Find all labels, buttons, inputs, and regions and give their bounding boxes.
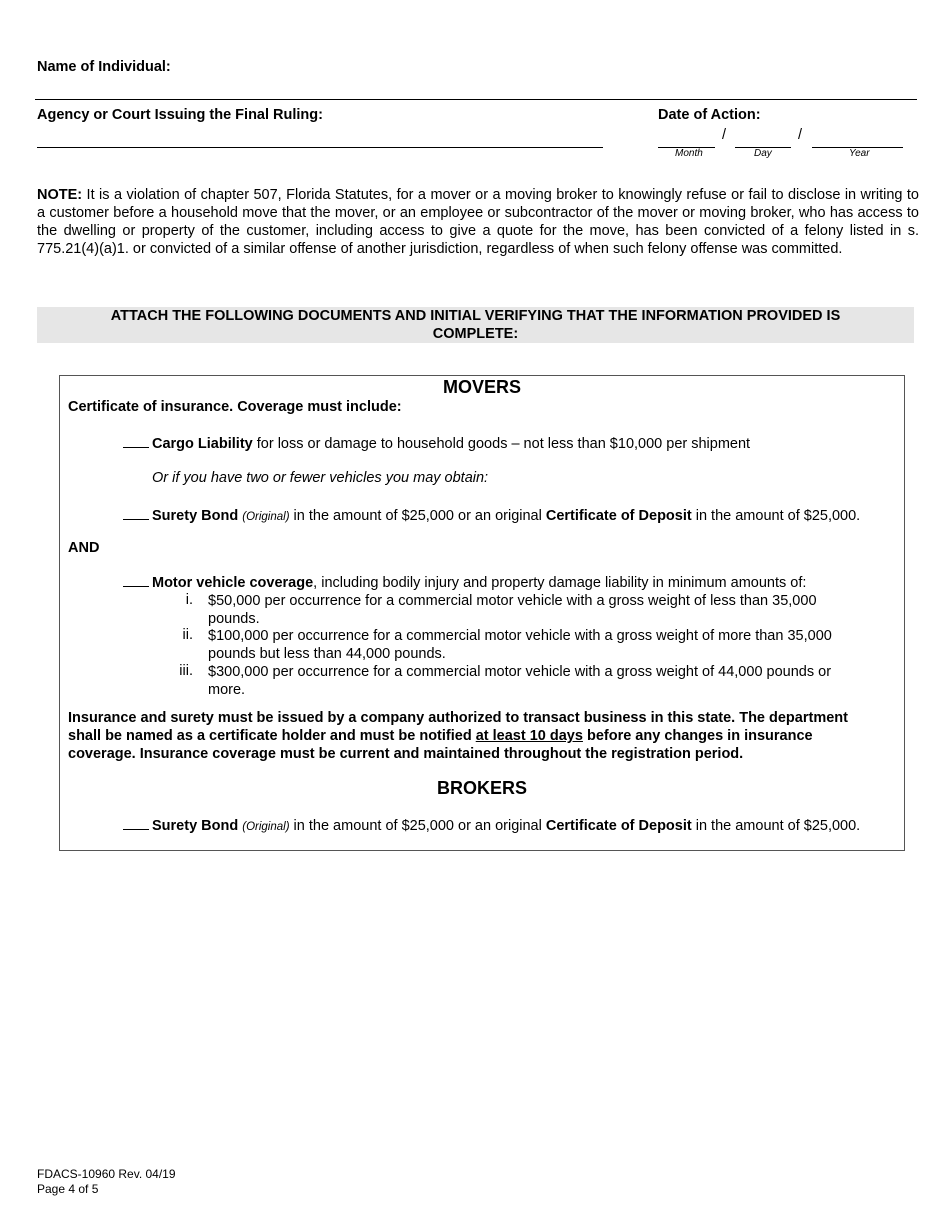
cod-label: Certificate of Deposit	[545, 508, 692, 524]
surety-end: in the amount of $25,000.	[691, 818, 861, 834]
list-item-number: iii.	[179, 663, 193, 679]
brokers-title: BROKERS	[436, 778, 527, 798]
list-item-line: pounds.	[208, 611, 260, 627]
or-note: Or if you have two or fewer vehicles you may obtain:	[152, 470, 489, 486]
insurance-line-1: Insurance and surety must be issued by a company authorized to transact business in this state. The department	[68, 710, 848, 726]
insurance-line-3: coverage. Insurance coverage must be current and maintained throughout the registration period.	[68, 746, 744, 762]
surety-mid: in the amount of $25,000 or an original	[289, 818, 546, 834]
cod-label: Certificate of Deposit	[545, 818, 692, 834]
agency-line[interactable]	[37, 147, 603, 148]
original-note: (Original)	[242, 821, 290, 833]
banner-line-1: ATTACH THE FOLLOWING DOCUMENTS AND INITIAL VERIFYING THAT THE INFORMATION PROVIDED IS	[110, 308, 841, 324]
attach-banner	[37, 307, 914, 343]
surety-mid: in the amount of $25,000 or an original	[289, 508, 546, 524]
name-line[interactable]	[35, 99, 917, 100]
brokers-surety-item	[123, 817, 860, 834]
brokers-surety-initial-blank[interactable]	[123, 817, 149, 830]
certificate-intro: Certificate of insurance. Coverage must include:	[68, 399, 402, 415]
list-item-line: $300,000 per occurrence for a commercial motor vehicle with a gross weight of 44,000 pounds or	[208, 664, 832, 680]
surety-label: Surety Bond	[152, 508, 239, 524]
agency-label: Agency or Court Issuing the Final Ruling:	[37, 107, 323, 123]
note-label: NOTE:	[37, 187, 83, 203]
cargo-item	[123, 435, 750, 452]
surety-end: in the amount of $25,000.	[691, 508, 861, 524]
year-caption: Year	[849, 148, 870, 159]
banner-line-2: COMPLETE:	[432, 326, 519, 342]
list-item-line: pounds but less than 44,000 pounds.	[208, 646, 446, 662]
list-item-number: ii.	[182, 627, 193, 643]
cargo-initial-blank[interactable]	[123, 435, 149, 448]
motor-initial-blank[interactable]	[123, 574, 149, 587]
note-text: It is a violation of chapter 507, Florida Statutes, for a mover or a moving broker to knowingly refuse or fail to disclose in writing to a customer before a household move that the mover, or an employee or subcontractor of the mover or moving broker, who has access to the dwelling or property of the customer, including access to give a quote for the move, has been convicted of a felony listed in s. 775.21(4)(a)1. or convicted of a similar offense of another jurisdiction, regardless of when such felony offense was committed.	[37, 187, 919, 257]
cargo-text: for loss or damage to household goods – not less than $10,000 per shipment	[252, 436, 751, 452]
date-label: Date of Action:	[658, 107, 761, 123]
insurance-paragraph	[68, 709, 899, 763]
insurance-line-2	[68, 727, 899, 745]
notify-days: at least 10 days	[475, 728, 583, 744]
movers-title: MOVERS	[442, 377, 521, 397]
date-slash-1: /	[722, 127, 727, 143]
motor-label: Motor vehicle coverage	[152, 575, 314, 591]
date-slash-2: /	[798, 127, 803, 143]
insurance-line-2b: before any changes in insurance	[582, 728, 813, 744]
list-item	[208, 592, 898, 628]
day-caption: Day	[754, 148, 772, 159]
list-item	[208, 663, 898, 699]
list-item-line: $100,000 per occurrence for a commercial motor vehicle with a gross weight of more than 35,000	[208, 628, 832, 644]
cargo-label: Cargo Liability	[152, 436, 253, 452]
form-id: FDACS-10960 Rev. 04/19	[37, 1167, 176, 1181]
list-item	[208, 627, 898, 663]
movers-surety-item	[123, 507, 860, 524]
motor-item	[123, 574, 806, 591]
list-item-number: i.	[185, 592, 193, 608]
surety-label: Surety Bond	[152, 818, 239, 834]
original-note: (Original)	[242, 511, 290, 523]
footer	[37, 1167, 176, 1197]
motor-text: , including bodily injury and property damage liability in minimum amounts of:	[313, 575, 807, 591]
list-item-line: $50,000 per occurrence for a commercial motor vehicle with a gross weight of less than 35,000	[208, 593, 817, 609]
name-label: Name of Individual:	[37, 59, 171, 75]
movers-surety-initial-blank[interactable]	[123, 507, 149, 520]
month-caption: Month	[675, 148, 703, 159]
insurance-line-2a: shall be named as a certificate holder and must be notified	[68, 728, 476, 744]
list-item-line: more.	[208, 682, 246, 698]
and-label: AND	[68, 540, 100, 556]
page-number: Page 4 of 5	[37, 1182, 99, 1196]
note-paragraph	[37, 186, 919, 258]
